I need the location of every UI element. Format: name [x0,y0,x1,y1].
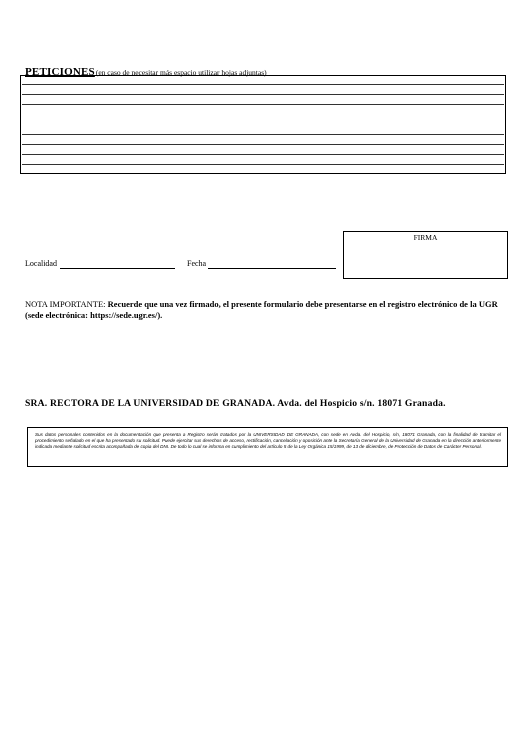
peticiones-textarea[interactable] [20,75,506,174]
proteccion-datos-box [27,427,508,467]
writing-line [22,94,504,95]
destinatario-address: SRA. RECTORA DE LA UNIVERSIDAD DE GRANADA. Avda. del Hospicio s/n. 18071 Granada. [25,398,446,409]
nota-label: NOTA IMPORTANTE: [25,299,106,309]
writing-line [22,164,504,165]
peticiones-note: (en caso de necesitar más espacio utilizar hojas adjuntas) [95,68,267,77]
fecha-field[interactable] [208,268,336,269]
fecha-label: Fecha [187,259,207,268]
nota-importante [25,299,510,321]
writing-line [22,134,504,135]
writing-line [22,84,504,85]
localidad-label: Localidad [25,259,57,268]
peticiones-title: PETICIONES [25,66,95,78]
proteccion-datos-text: Sus datos personales contenidos en la documentación que presenta a Registro serán tratados por la UNIVERSIDAD DE GRANADA, con sede en Avda. del Hospicio, s/n, 18071 Granada, con la finalidad de tramitar el procedimiento señalado en el que ha presentado su solicitud. Puede ejercitar sus derechos de acceso, rectificación, cancelación y oposición ante la Secretaría General de la Universidad de Granada en la dirección anteriormente indicada mediante solicitud escrita acompañada de copia del DNI. De todo lo cual se informa en cumplimiento del artículo 5 de la Ley Orgánica 15/1999, de 13 de diciembre, de Protección de Datos de Carácter Personal. [35,432,501,450]
firma-label: FIRMA [413,233,438,242]
nota-body: Recuerde que una vez firmado, el presente formulario debe presentarse en el registro electrónico de la UGR (sede electrónica: https://sede.ugr.es/). [25,299,498,320]
writing-line [22,104,504,105]
localidad-field[interactable] [60,268,175,269]
writing-line [22,154,504,155]
firma-box[interactable] [343,231,508,279]
writing-line [22,144,504,145]
